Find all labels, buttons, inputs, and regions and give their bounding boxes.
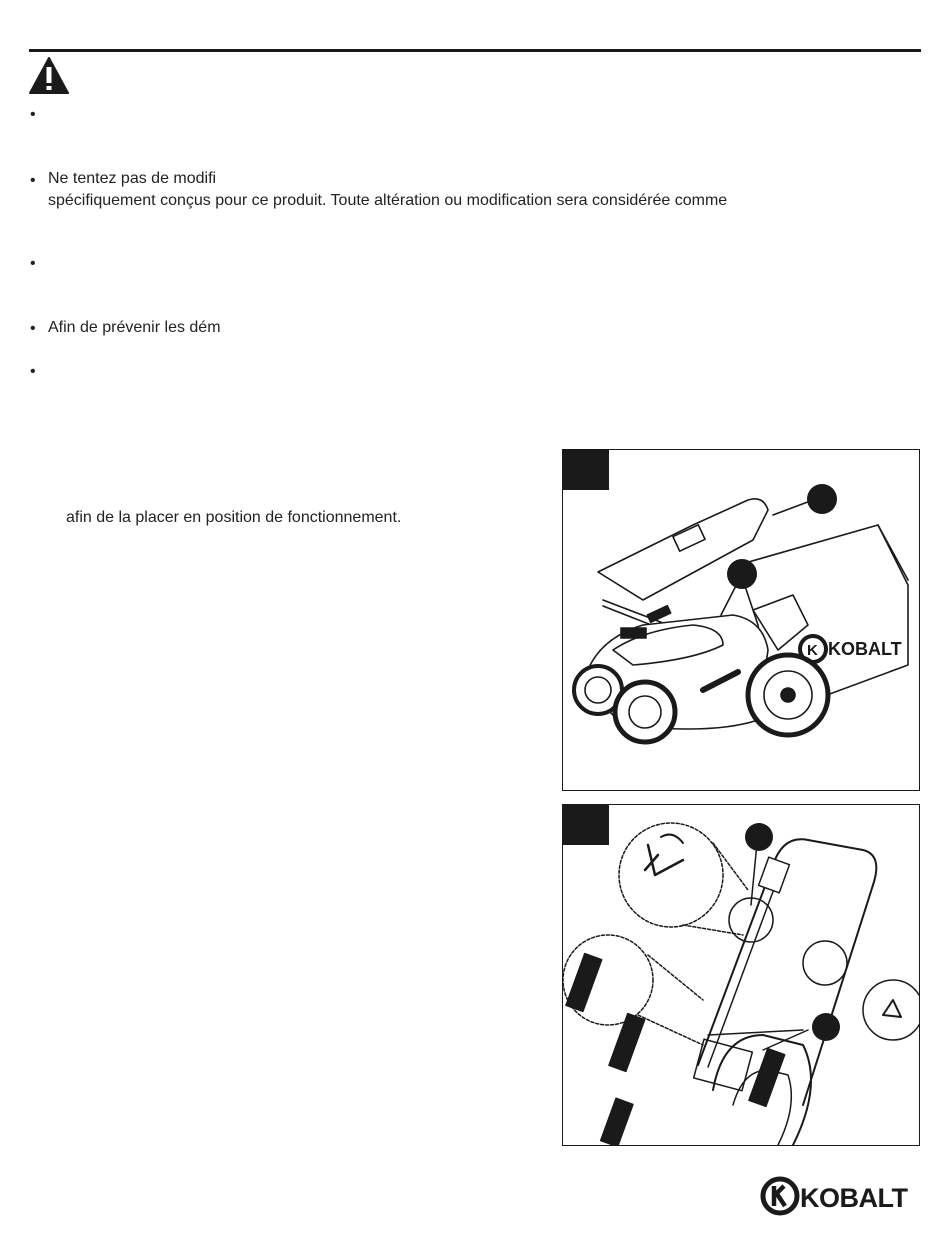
box-brand-text: KOBALT (828, 639, 902, 659)
warning-bullet-text: Ne tentez pas de modifi (48, 170, 217, 187)
footer-brand-text: KOBALT (800, 1183, 908, 1213)
warning-bullet-text: Afin de prévenir les dém (48, 319, 221, 336)
detail-zoom-latch (863, 980, 919, 1040)
warning-bullet-continuation: spécifiquement conçus pour ce produit. Toute altération ou modification sera considérée comme (48, 192, 728, 209)
bullet-marker: • (30, 255, 36, 272)
warning-triangle-icon (29, 57, 69, 94)
lawnmower-topview-illustration (563, 805, 919, 1145)
kobalt-logo (760, 1176, 924, 1216)
callout-1-marker (807, 484, 837, 514)
bullet-marker: • (30, 106, 36, 123)
callout-1-marker (745, 823, 773, 851)
detail-zoom-lever (619, 823, 723, 927)
instruction-step-text: afin de la placer en position de fonctionnement. (66, 509, 402, 526)
callout-2-marker (812, 1013, 840, 1041)
lawnmower-illustration (563, 450, 919, 790)
bullet-marker: • (30, 172, 36, 189)
bullet-marker: • (30, 363, 36, 380)
bullet-marker: • (30, 320, 36, 337)
figure-2-handle-locking (562, 804, 920, 1146)
callout-2-marker (727, 559, 757, 589)
header-rule (29, 49, 921, 52)
svg-text:K: K (807, 642, 818, 659)
figure-1-handle-unfolding (562, 449, 920, 791)
